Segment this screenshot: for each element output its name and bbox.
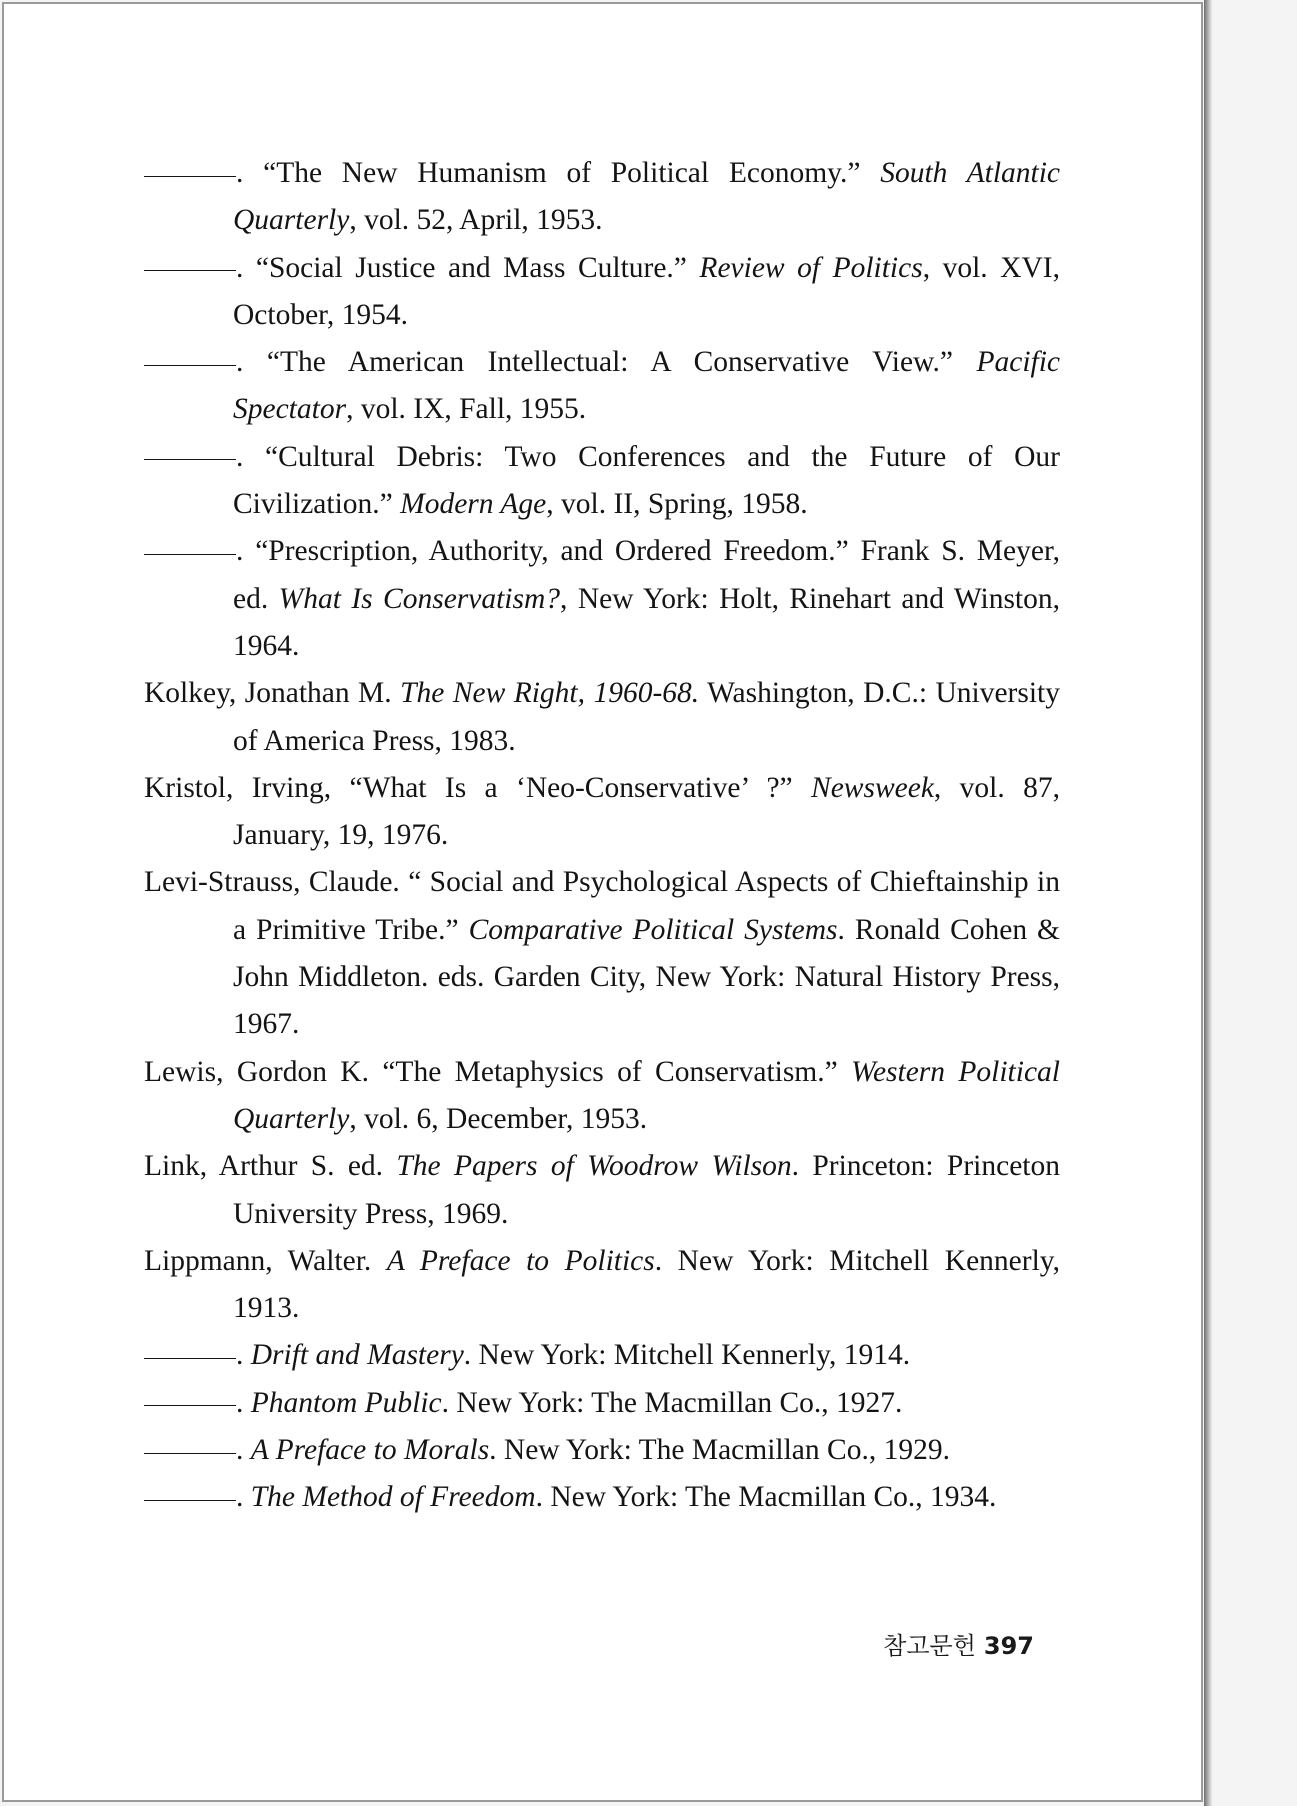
ditto-rule — [144, 1500, 236, 1501]
bibliography-entry — [144, 1474, 1060, 1521]
entry-author: Kolkey, Jonathan M. — [144, 677, 401, 710]
ditto-rule — [144, 1358, 236, 1359]
entry-publication: . New York: Mitchell Kennerly, 1913. — [233, 1244, 1060, 1325]
page-footer — [874, 1626, 1034, 1661]
entry-publication: . Ronald Cohen & John Middleton. eds. Garden City, New York: Natural History Press, 1967. — [233, 913, 1060, 1041]
entry-article: . — [236, 1386, 251, 1419]
entry-author: Lewis, Gordon K. — [144, 1055, 383, 1088]
entry-article: . “Social Justice and Mass Culture.” — [236, 251, 700, 284]
bibliography-entry — [144, 150, 1060, 245]
entry-publication: , vol. 87, January, 19, 1976. — [233, 771, 1060, 852]
entry-article: . — [236, 1481, 251, 1514]
bibliography-entry — [144, 1332, 1060, 1379]
entry-article: . “Cultural Debris: Two Conferences and the Future of Our Civilization.” — [233, 440, 1060, 521]
ditto-rule — [144, 554, 236, 555]
ditto-rule — [144, 365, 236, 366]
entry-article: “ Social and Psychological Aspects of Chieftainship in a Primitive Tribe.” — [233, 866, 1060, 946]
entry-publication: Washington, D.C.: University of America Press, 1983. — [233, 677, 1060, 757]
entry-publication: . Princeton: Princeton University Press, 1969. — [233, 1150, 1060, 1230]
bibliography-list — [144, 150, 1060, 1522]
entry-publication: , vol. 6, December, 1953. — [349, 1102, 648, 1135]
entry-article: . “The New Humanism of Political Economy.” — [236, 157, 881, 189]
entry-article: . “The American Intellectual: A Conservative View.” — [236, 346, 977, 379]
entry-title: Phantom Public — [250, 1386, 442, 1419]
bibliography-entry — [144, 765, 1060, 860]
entry-author: Link, Arthur S. ed. — [144, 1150, 397, 1183]
running-head: 참고문헌 — [883, 1632, 976, 1660]
bibliography-entry — [144, 245, 1060, 340]
entry-publication: , vol. II, Spring, 1958. — [546, 488, 808, 521]
entry-title: A Preface to Politics — [386, 1244, 655, 1277]
entry-title: What Is Conservatism? — [278, 582, 561, 615]
entry-title: Western Political Quarterly — [233, 1055, 1060, 1135]
bibliography-entry — [144, 434, 1060, 529]
entry-author: Lippmann, Walter. — [144, 1244, 387, 1277]
ditto-rule — [144, 1405, 236, 1406]
entry-publication: . New York: The Macmillan Co., 1934. — [535, 1481, 997, 1514]
entry-article: . — [236, 1339, 251, 1372]
entry-publication: , New York: Holt, Rinehart and Winston, 1964. — [233, 582, 1060, 662]
ditto-rule — [144, 1453, 236, 1454]
entry-title: The Method of Freedom — [250, 1481, 536, 1514]
bibliography-entry — [144, 1380, 1060, 1427]
entry-publication: . New York: The Macmillan Co., 1929. — [489, 1434, 950, 1467]
ditto-rule — [144, 459, 236, 460]
bibliography-entry — [144, 528, 1060, 670]
entry-title: A Preface to Morals — [250, 1434, 490, 1467]
entry-title: South Atlantic Quarterly — [233, 157, 1061, 237]
bibliography-entry — [144, 1238, 1060, 1333]
entry-title: Drift and Mastery — [250, 1339, 464, 1372]
entry-article: . “Prescription, Authority, and Ordered Freedom.” Frank S. Meyer, ed. — [233, 535, 1060, 615]
page-number: 397 — [983, 1632, 1034, 1660]
ditto-rule — [144, 270, 236, 271]
entry-article: “The Metaphysics of Conservatism.” — [382, 1055, 852, 1088]
bibliography-entry — [144, 339, 1060, 434]
bibliography-entry — [144, 1427, 1060, 1474]
entry-author: Levi-Strauss, Claude. — [144, 866, 409, 899]
entry-publication: , vol. XVI, October, 1954. — [233, 251, 1060, 331]
entry-title: Pacific Spectator — [233, 346, 1060, 426]
entry-author: Kristol, Irving, — [144, 771, 350, 804]
page-edge — [1204, 0, 1212, 1806]
entry-title: Comparative Political Systems — [468, 913, 838, 946]
bibliography-entry — [144, 670, 1060, 765]
entry-article: “What Is a ‘Neo-Conservative’ ?” — [349, 771, 812, 804]
bibliography-entry — [144, 859, 1060, 1048]
entry-publication: . New York: The Macmillan Co., 1927. — [441, 1386, 903, 1419]
entry-publication: , vol. IX, Fall, 1955. — [346, 393, 587, 426]
entry-publication: . New York: Mitchell Kennerly, 1914. — [463, 1339, 911, 1372]
bibliography-entry — [144, 1143, 1060, 1238]
ditto-rule — [144, 176, 236, 177]
entry-title: Modern Age — [400, 488, 547, 521]
entry-publication: , vol. 52, April, 1953. — [349, 204, 603, 237]
entry-title: The New Right, 1960-68. — [400, 677, 700, 710]
bibliography-entry — [144, 1049, 1060, 1144]
entry-title: Newsweek — [811, 771, 934, 804]
page — [2, 2, 1203, 1802]
entry-title: The Papers of Woodrow Wilson — [396, 1150, 792, 1183]
entry-article: . — [236, 1434, 251, 1467]
entry-title: Review of Politics — [699, 251, 923, 284]
